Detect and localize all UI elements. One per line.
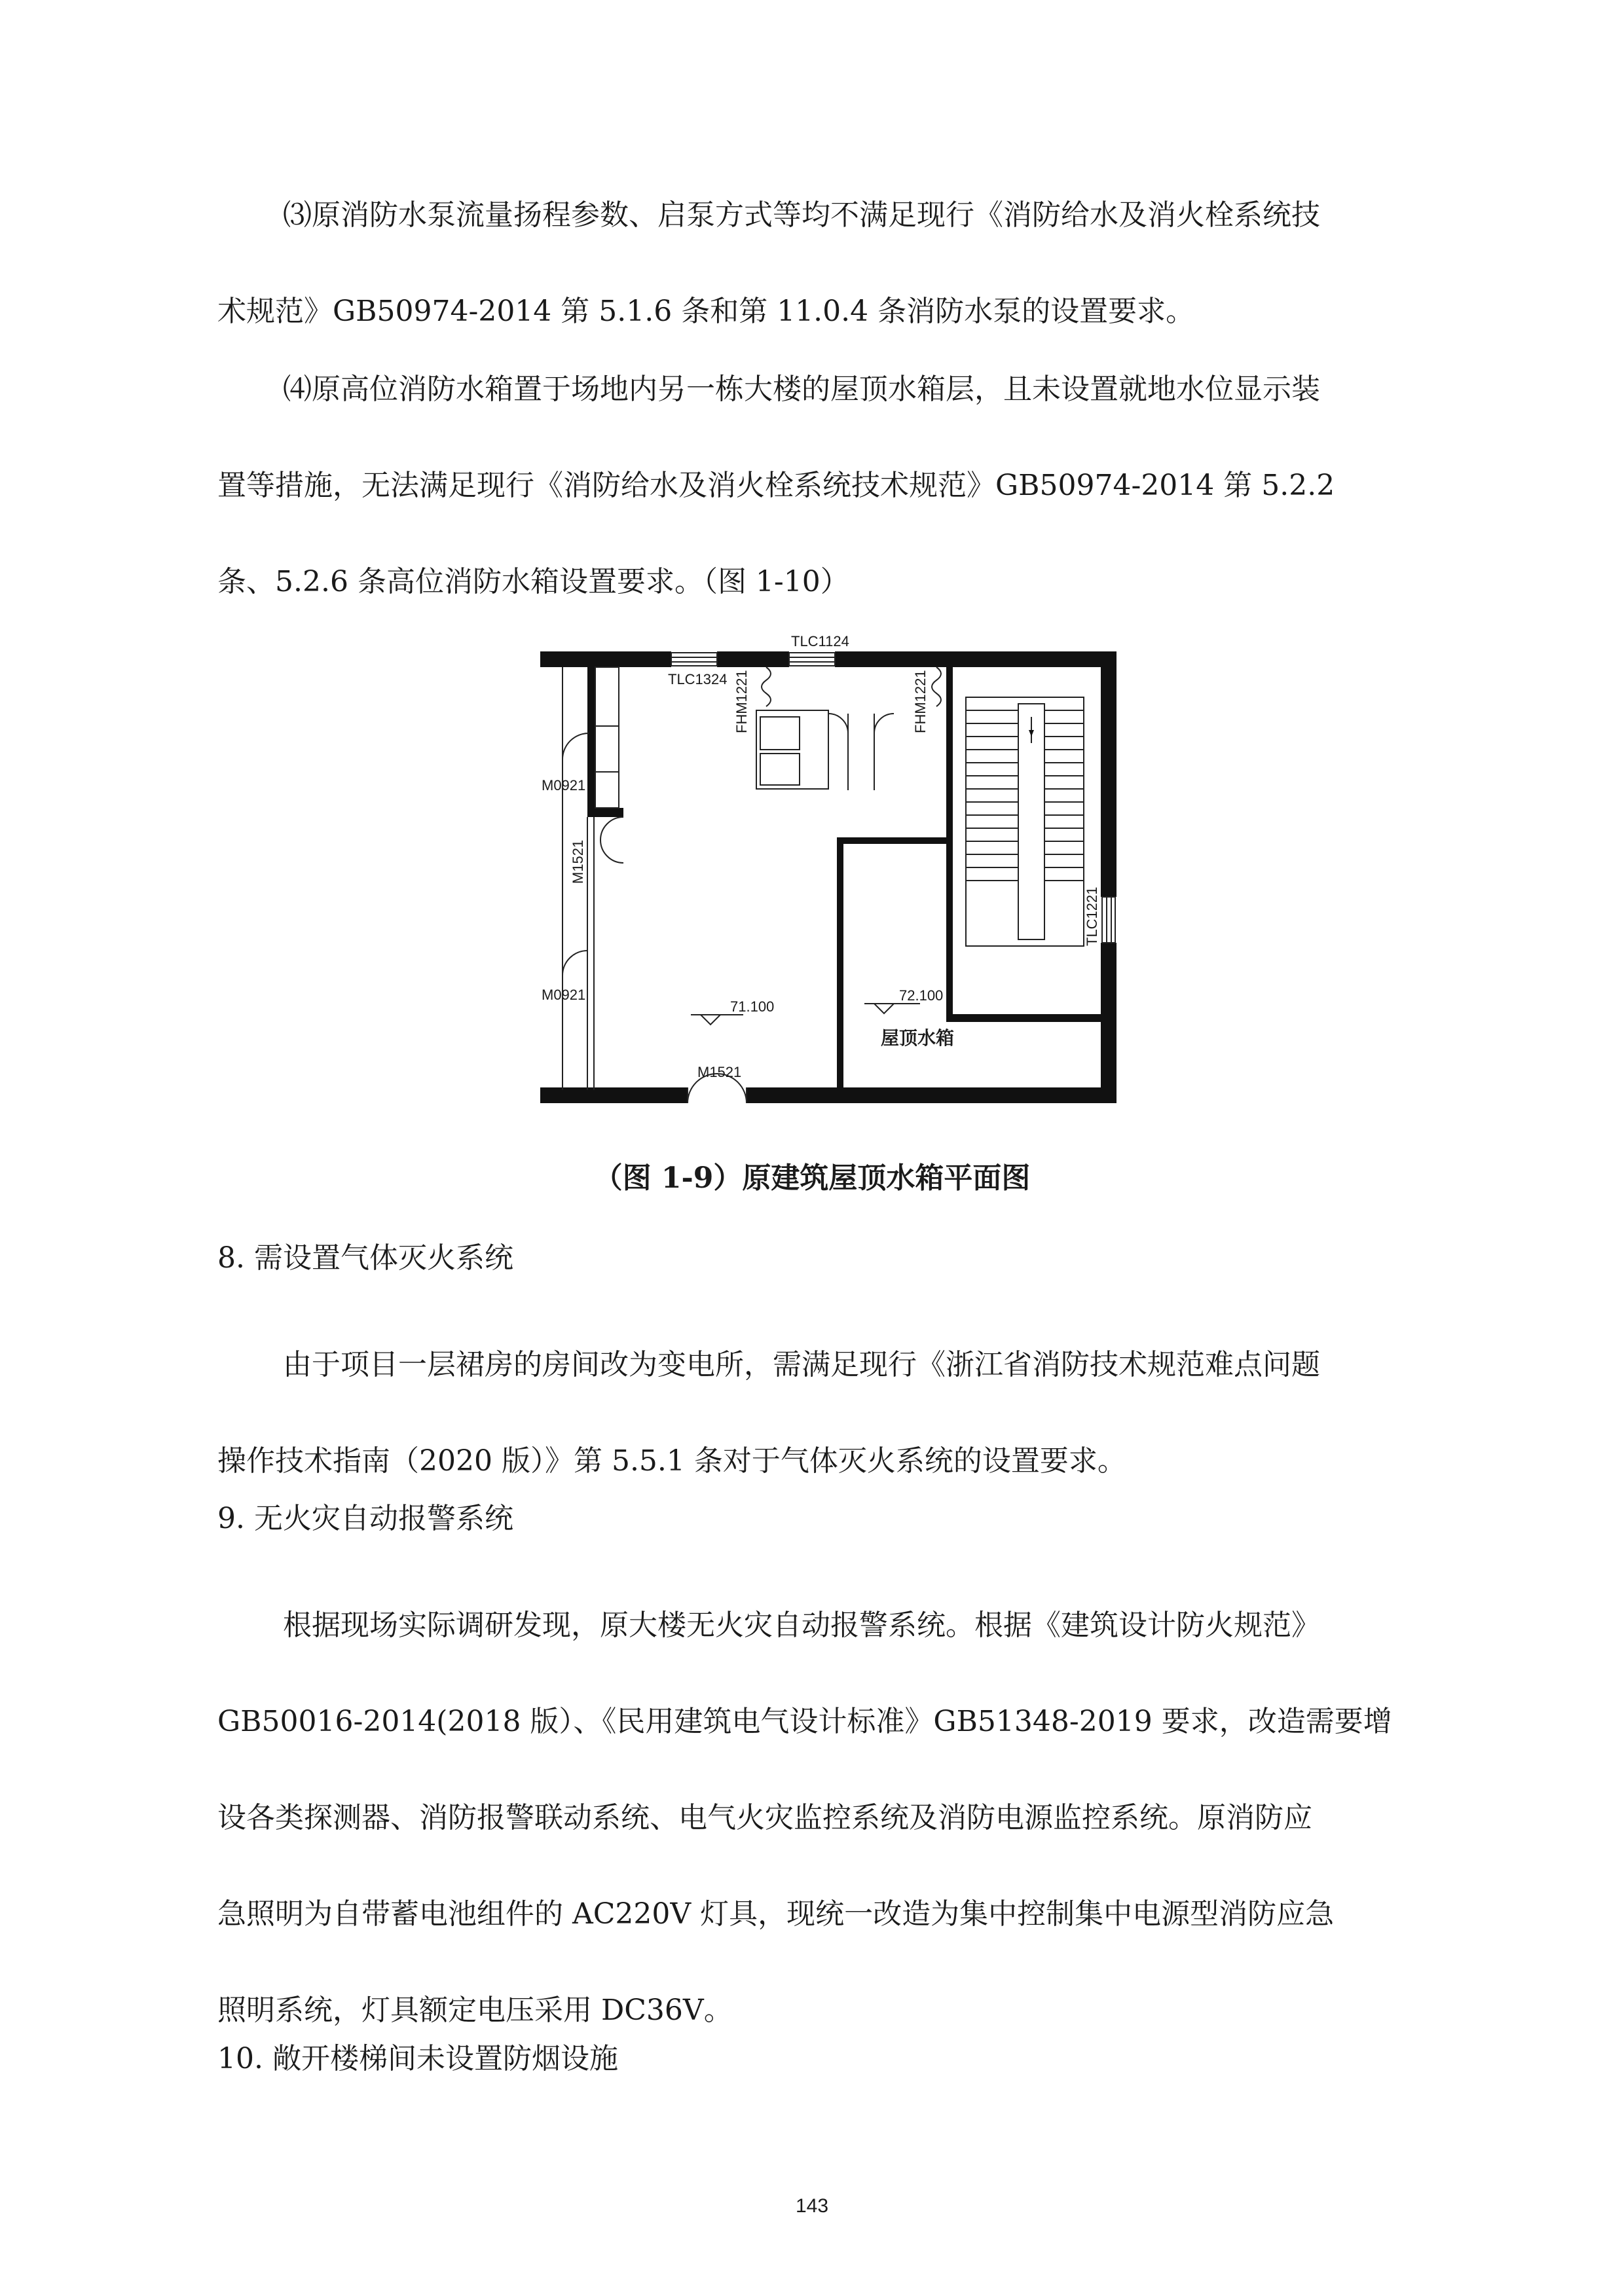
paragraph-3 [217,167,1449,359]
door-m0921-top [563,733,589,759]
section-8-line-1: 由于项目一层裙房的房间改为变电所，需满足现行《浙江省消防技术规范难点问题 [283,1348,1320,1381]
window-tlc1221 [1102,897,1115,943]
section-9-line-4: 急照明为自带蓄电池组件的 AC220V 灯具，现统一改造为集中控制集中电源型消防应急 [217,1897,1335,1931]
wall-inner-left-return [587,808,623,817]
stair-arrow-icon [1029,730,1034,737]
paragraph-4-line-3: 条、5.2.6 条高位消防水箱设置要求。（图 1-10） [217,565,849,598]
wall-tank-left [837,837,843,1093]
paragraph-3-line-1: ⑶原消防水泵流量扬程参数、启泵方式等均不满足现行《消防给水及消火栓系统技 [283,198,1320,232]
section-8-line-2: 操作技术指南（2020 版）》第 5.5.1 条对于气体灭火系统的设置要求。 [217,1444,1126,1478]
page-number: 143 [795,2195,829,2217]
wall-top-middle [717,651,789,667]
roof-water-tank-floor-plan [534,619,1123,1123]
label-roof-water-tank-room: 屋顶水箱 [881,1027,955,1049]
wall-top-left [540,651,671,667]
wall-stair-left [946,667,953,837]
elevation-marker-b [864,1004,920,1013]
label-m0921-top: M0921 [542,777,586,793]
section-9-line-3: 设各类探测器、消防报警联动系统、电气火灾监控系统及消防电源监控系统。原消防应 [217,1801,1312,1834]
section-9-heading: 9. 无火灾自动报警系统 [217,1502,513,1535]
section-9-line-1: 根据现场实际调研发现，原大楼无火灾自动报警系统。根据《建筑设计防火规范》 [283,1609,1320,1642]
section-8-paragraph [217,1317,1449,1509]
wall-tank-top [837,837,953,844]
door-m1521-left [600,817,623,863]
elevation-marker-a [691,1015,743,1025]
label-tlc1124: TLC1124 [791,633,849,649]
stair [966,697,1084,946]
paragraph-4-line-2: 置等措施，无法满足现行《消防给水及消火栓系统技术规范》GB50974-2014 第 5.2.2 [217,469,1335,502]
paragraph-3-line-2: 术规范》GB50974-2014 第 5.1.6 条和第 11.0.4 条消防水泵的设置要求。 [217,295,1195,328]
label-m1521-bottom: M1521 [697,1064,742,1080]
label-tlc1221: TLC1221 [1084,886,1100,946]
label-elevation-72100: 72.100 [899,987,944,1004]
section-9-line-2: GB50016-2014(2018 版）、《民用建筑电气设计标准》GB51348-2019 要求，改造需要增 [217,1705,1392,1738]
label-m1521-left: M1521 [570,839,586,884]
wall-top-right [835,651,1116,667]
wall-stair-bottom [946,1014,1116,1022]
paragraph-4-line-1: ⑷原高位消防水箱置于场地内另一栋大楼的屋顶水箱层，且未设置就地水位显示装 [283,373,1320,406]
label-elevation-71100: 71.100 [730,998,775,1015]
section-8-heading: 8. 需设置气体灭火系统 [217,1241,513,1275]
label-m0921-bottom: M0921 [542,987,586,1003]
door-m0921-bottom [563,951,587,975]
label-fhm1221-b: FHM1221 [912,670,929,733]
label-fhm1221-a: FHM1221 [733,670,750,733]
figure-caption: （图 1-9）原建筑屋顶水箱平面图 [593,1161,1031,1195]
wall-right-upper [1101,651,1116,897]
wall-stair-left-lower [946,837,953,1021]
wall-inner-left [587,667,595,808]
section-10-heading: 10. 敞开楼梯间未设置防烟设施 [217,2042,618,2075]
section-9-paragraph [217,1577,1449,2058]
window-tlc1124 [789,653,835,666]
wall-right-lower [1101,943,1116,1103]
section-9-line-5: 照明系统，灯具额定电压采用 DC36V。 [217,1994,733,2027]
fire-door-fhm1221-a [762,667,771,706]
fire-door-fhm1221-b [932,667,941,706]
wall-bottom-right [747,1087,1116,1103]
window-tlc1324 [671,653,717,666]
label-tlc1324: TLC1324 [668,671,728,687]
paragraph-4 [217,341,1449,630]
